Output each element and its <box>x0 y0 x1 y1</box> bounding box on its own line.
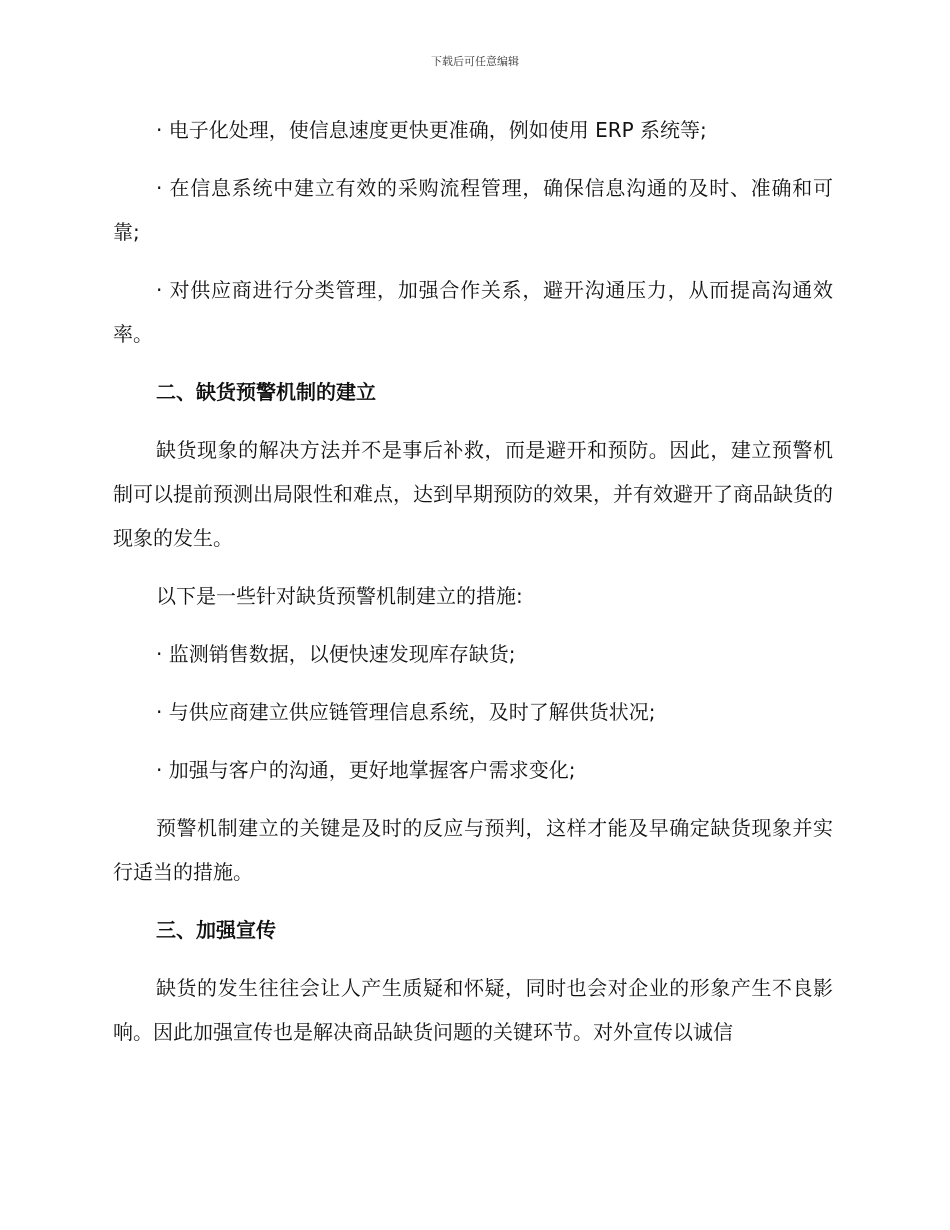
bullet-item: · 在信息系统中建立有效的采购流程管理，确保信息沟通的及时、准确和可靠; <box>113 176 833 244</box>
page-header: 下载后可任意编辑 <box>431 55 519 68</box>
bullet-item: · 加强与客户的沟通，更好地掌握客户需求变化; <box>156 758 576 782</box>
body-paragraph: 缺货现象的解决方法并不是事后补救，而是避开和预防。因此，建立预警机制可以提前预测出局限性和难点，达到早期预防的效果，并有效避开了商品缺货的现象的发生。 <box>113 438 833 550</box>
bullet-item: · 监测销售数据，以便快速发现库存缺货; <box>156 642 516 666</box>
document-body <box>113 108 833 1068</box>
section-heading: 三、加强宣传 <box>156 918 276 942</box>
bullet-item: · 与供应商建立供应链管理信息系统，及时了解供货状况; <box>156 700 656 724</box>
bullet-item: · 电子化处理，使信息速度更快更准确，例如使用 ERP 系统等; <box>156 118 707 142</box>
body-paragraph: 以下是一些针对缺货预警机制建立的措施: <box>156 584 523 608</box>
section-heading: 二、缺货预警机制的建立 <box>156 380 376 404</box>
body-paragraph: 预警机制建立的关键是及时的反应与预判，这样才能及早确定缺货现象并实行适当的措施。 <box>113 816 833 884</box>
bullet-item: · 对供应商进行分类管理，加强合作关系，避开沟通压力，从而提高沟通效率。 <box>113 278 833 346</box>
body-paragraph: 缺货的发生往往会让人产生质疑和怀疑，同时也会对企业的形象产生不良影响。因此加强宣传也是解决商品缺货问题的关键环节。对外宣传以诚信 <box>113 976 833 1044</box>
